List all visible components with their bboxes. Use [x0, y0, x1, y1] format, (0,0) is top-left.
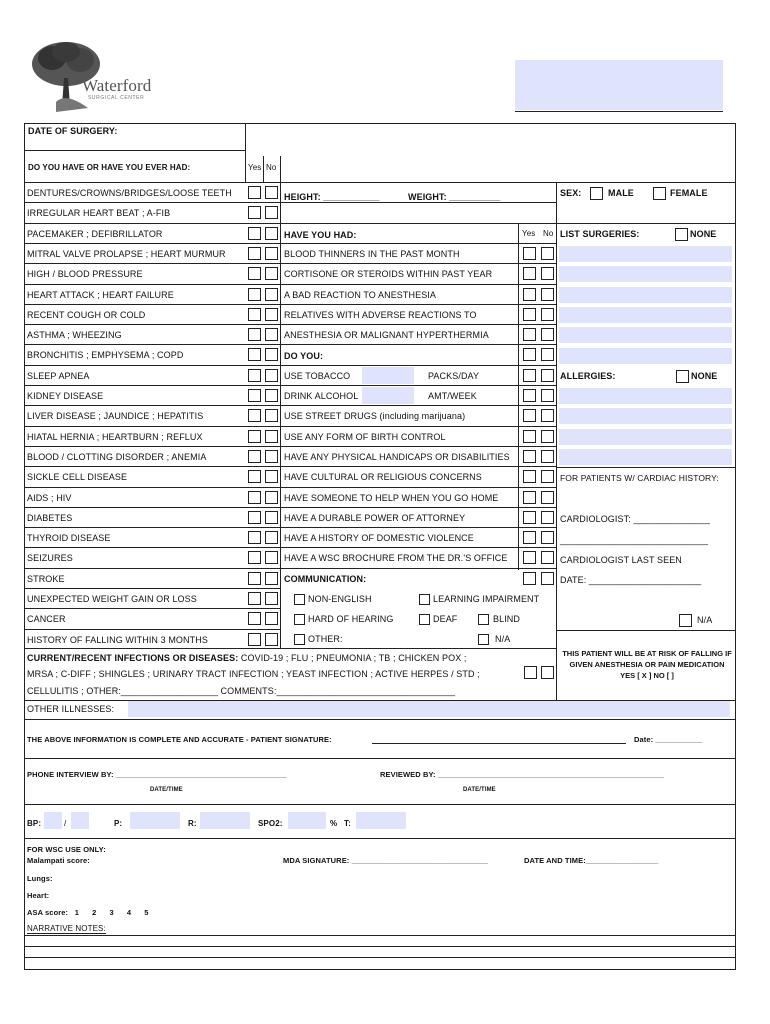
condition-no-checkbox[interactable] — [265, 409, 278, 422]
condition-label: HIATAL HERNIA ; HEARTBURN ; REFLUX — [27, 431, 203, 442]
had-no-checkbox[interactable] — [541, 328, 554, 341]
do-item-label: HAVE CULTURAL OR RELIGIOUS CONCERNS — [284, 472, 482, 483]
alcohol-input[interactable] — [362, 387, 414, 404]
sex-label: SEX: — [560, 188, 582, 198]
other-comm-checkbox[interactable] — [294, 634, 305, 645]
pct-label: % — [330, 819, 338, 828]
weight-label: WEIGHT: __________ — [408, 192, 501, 202]
infections-line1 — [27, 653, 467, 663]
condition-yes-checkbox[interactable] — [248, 430, 261, 443]
condition-label: LIVER DISEASE ; JAUNDICE ; HEPATITIS — [27, 411, 204, 422]
do-no-checkbox[interactable] — [541, 430, 554, 443]
row-divider — [24, 568, 556, 569]
surgery-input[interactable] — [559, 348, 732, 364]
patient-signature-line[interactable] — [372, 733, 626, 744]
condition-label: HIGH / BLOOD PRESSURE — [27, 269, 143, 280]
do-no-checkbox[interactable] — [541, 491, 554, 504]
condition-no-checkbox[interactable] — [265, 308, 278, 321]
condition-yes-checkbox[interactable] — [248, 511, 261, 524]
condition-no-checkbox[interactable] — [265, 369, 278, 382]
row-divider — [24, 324, 556, 325]
condition-yes-checkbox[interactable] — [248, 267, 261, 280]
do-yes-checkbox[interactable] — [523, 348, 536, 361]
row-divider — [24, 547, 556, 548]
condition-label: KIDNEY DISEASE — [27, 391, 104, 401]
do-no-checkbox[interactable] — [541, 511, 554, 524]
last-seen-date: DATE: ______________________ — [560, 575, 702, 585]
do-yes-checkbox[interactable] — [523, 470, 536, 483]
condition-no-checkbox[interactable] — [265, 592, 278, 605]
row-divider — [24, 426, 556, 427]
condition-no-checkbox[interactable] — [265, 227, 278, 240]
infections-yes-checkbox[interactable] — [524, 666, 537, 679]
surgeries-none-label: NONE — [690, 229, 717, 239]
learning-checkbox[interactable] — [419, 594, 430, 605]
allergy-input[interactable] — [559, 408, 732, 424]
condition-yes-checkbox[interactable] — [248, 186, 261, 199]
row-divider — [24, 446, 556, 447]
have-you-had-header: HAVE YOU HAD: — [284, 230, 357, 240]
do-yes-checkbox[interactable] — [523, 430, 536, 443]
condition-no-checkbox[interactable] — [265, 633, 278, 646]
had-no-checkbox[interactable] — [541, 267, 554, 280]
do-item-label: HAVE A WSC BROCHURE FROM THE DR.'S OFFICE — [284, 553, 508, 564]
had-yes-checkbox[interactable] — [523, 308, 536, 321]
condition-label: SLEEP APNEA — [27, 370, 90, 381]
tobacco-label: USE TOBACCO — [284, 371, 351, 381]
row-divider — [24, 466, 556, 467]
blind-label: BLIND — [493, 614, 521, 624]
do-you-header: DO YOU: — [284, 351, 324, 361]
female-label: FEMALE — [670, 188, 708, 198]
row-divider — [24, 365, 556, 366]
fall-risk-text: THIS PATIENT WILL BE AT RISK OF FALLING IF GIVEN ANESTHESIA OR PAIN MEDICATION YES [ X ] NO [ ] — [562, 649, 732, 680]
allergies-none-label: NONE — [691, 371, 718, 381]
had-item-label: A BAD REACTION TO ANESTHESIA — [284, 289, 437, 300]
tobacco-input[interactable] — [362, 367, 414, 384]
label-box[interactable] — [515, 60, 723, 110]
condition-label: STROKE — [27, 573, 65, 584]
spo2-label: SPO2: — [258, 819, 283, 828]
do-yes-checkbox[interactable] — [523, 551, 536, 564]
had-yes-checkbox[interactable] — [523, 267, 536, 280]
statement: THE ABOVE INFORMATION IS COMPLETE AND ACCURATE - PATIENT SIGNATURE: — [27, 735, 332, 744]
condition-yes-checkbox[interactable] — [248, 409, 261, 422]
condition-no-checkbox[interactable] — [265, 206, 278, 219]
condition-label: PACEMAKER ; DEFIBRILLATOR — [27, 228, 163, 239]
infections-list1: COVID-19 ; FLU ; PNEUMONIA ; TB ; CHICKEN POX ; — [238, 653, 467, 663]
had-item-label: BLOOD THINNERS IN THE PAST MONTH — [284, 248, 460, 259]
reviewed-datetime: DATE/TIME — [463, 787, 496, 793]
condition-yes-checkbox[interactable] — [248, 592, 261, 605]
surgeries-none-checkbox[interactable] — [675, 228, 688, 241]
allergies-label: ALLERGIES: — [560, 371, 616, 381]
condition-yes-checkbox[interactable] — [248, 470, 261, 483]
condition-label: ASTHMA ; WHEEZING — [27, 330, 122, 341]
do-yes-checkbox[interactable] — [523, 531, 536, 544]
do-no-checkbox[interactable] — [541, 572, 554, 585]
row-divider — [24, 588, 280, 589]
row-divider — [24, 263, 556, 264]
date-of-surgery-label: DATE OF SURGERY: — [28, 126, 118, 136]
do-item-label: HAVE A HISTORY OF DOMESTIC VIOLENCE — [284, 533, 474, 544]
row-divider — [24, 243, 556, 244]
allergy-input[interactable] — [559, 388, 732, 404]
signature-date: Date: ___________ — [634, 735, 703, 744]
do-yes-checkbox[interactable] — [523, 572, 536, 585]
condition-yes-checkbox[interactable] — [248, 450, 261, 463]
do-no-checkbox[interactable] — [541, 409, 554, 422]
infections-title: CURRENT/RECENT INFECTIONS OR DISEASES: — [27, 653, 239, 663]
do-yes-checkbox[interactable] — [523, 511, 536, 524]
condition-yes-checkbox[interactable] — [248, 633, 261, 646]
do-no-checkbox[interactable] — [541, 450, 554, 463]
asa-score: ASA score: 1 2 3 4 5 — [27, 908, 149, 917]
condition-no-checkbox[interactable] — [265, 531, 278, 544]
deaf-label: DEAF — [433, 614, 458, 624]
na-comm-checkbox[interactable] — [478, 634, 489, 645]
do-no-checkbox[interactable] — [541, 348, 554, 361]
condition-label: DENTURES/CROWNS/BRIDGES/LOOSE TEETH — [27, 188, 232, 198]
learning-label: LEARNING IMPAIRMENT — [433, 594, 540, 604]
do-item-label: USE STREET DRUGS (including marijuana) — [284, 411, 466, 422]
surgery-input[interactable] — [559, 266, 732, 282]
bp-diastolic[interactable] — [71, 812, 89, 829]
condition-no-checkbox[interactable] — [265, 551, 278, 564]
row-divider — [24, 304, 556, 305]
non-english-label: NON-ENGLISH — [308, 594, 372, 604]
heart-label: Heart: — [27, 891, 50, 900]
condition-label: RECENT COUGH OR COLD — [27, 309, 146, 320]
phone-datetime: DATE/TIME — [150, 787, 183, 793]
condition-label: BLOOD / CLOTTING DISORDER ; ANEMIA — [27, 451, 207, 462]
condition-yes-checkbox[interactable] — [248, 612, 261, 625]
do-yes-checkbox[interactable] — [523, 450, 536, 463]
do-no-checkbox[interactable] — [541, 551, 554, 564]
condition-yes-checkbox[interactable] — [248, 308, 261, 321]
condition-label: SICKLE CELL DISEASE — [27, 472, 128, 483]
do-no-checkbox[interactable] — [541, 389, 554, 402]
condition-yes-checkbox[interactable] — [248, 288, 261, 301]
infections-line2: MRSA ; C-DIFF ; SHINGLES ; URINARY TRACT INFECTION ; YEAST INFECTION ; ACTIVE HERPES / STD ; — [27, 669, 480, 679]
cardiac-label: FOR PATIENTS W/ CARDIAC HISTORY: — [560, 473, 719, 483]
cardiac-na-checkbox[interactable] — [679, 614, 692, 627]
row-divider — [24, 527, 556, 528]
condition-no-checkbox[interactable] — [265, 348, 278, 361]
condition-yes-checkbox[interactable] — [248, 328, 261, 341]
condition-no-checkbox[interactable] — [265, 389, 278, 402]
spo2-input[interactable] — [288, 812, 326, 829]
do-no-checkbox[interactable] — [541, 369, 554, 382]
had-no-checkbox[interactable] — [541, 247, 554, 260]
had-yes-checkbox[interactable] — [523, 328, 536, 341]
do-no-checkbox[interactable] — [541, 531, 554, 544]
do-yes-checkbox[interactable] — [523, 491, 536, 504]
mallampati-label: Malampati score: — [27, 856, 90, 865]
height-label: HEIGHT: ___________ — [284, 192, 380, 202]
bp-systolic[interactable] — [44, 812, 62, 829]
allergy-input[interactable] — [559, 429, 732, 445]
row-divider — [24, 405, 556, 406]
cardiac-na-label: N/A — [697, 615, 713, 625]
condition-no-checkbox[interactable] — [265, 572, 278, 585]
do-item-label: USE ANY FORM OF BIRTH CONTROL — [284, 431, 446, 442]
had-yes-checkbox[interactable] — [523, 247, 536, 260]
had-yes-checkbox[interactable] — [523, 288, 536, 301]
condition-label: AIDS ; HIV — [27, 492, 72, 503]
condition-yes-checkbox[interactable] — [248, 369, 261, 382]
had-item-label: ANESTHESIA OR MALIGNANT HYPERTHERMIA — [284, 330, 489, 341]
condition-yes-checkbox[interactable] — [248, 247, 261, 260]
female-checkbox[interactable] — [653, 187, 666, 200]
condition-label: DIABETES — [27, 512, 73, 523]
bp-slash: / — [64, 819, 67, 828]
condition-yes-checkbox[interactable] — [248, 531, 261, 544]
p-label: P: — [114, 819, 123, 828]
non-english-checkbox[interactable] — [294, 594, 305, 605]
hard-hearing-checkbox[interactable] — [294, 614, 305, 625]
row-divider — [24, 507, 556, 508]
row-divider — [24, 202, 556, 203]
mid-no: No — [543, 229, 554, 238]
condition-no-checkbox[interactable] — [265, 430, 278, 443]
row-divider — [24, 608, 280, 609]
logo — [26, 36, 166, 116]
allergy-input[interactable] — [559, 449, 732, 465]
cardiologist-line: _____________________________ — [560, 535, 709, 545]
r-label: R: — [188, 819, 197, 828]
mda-signature: MDA SIGNATURE: ________________________________ — [283, 856, 489, 865]
condition-no-checkbox[interactable] — [265, 450, 278, 463]
blind-checkbox[interactable] — [478, 614, 489, 625]
bp-label: BP: — [27, 819, 42, 828]
condition-yes-checkbox[interactable] — [248, 572, 261, 585]
do-item-label: HAVE SOMEONE TO HELP WHEN YOU GO HOME — [284, 492, 499, 503]
condition-no-checkbox[interactable] — [265, 470, 278, 483]
condition-yes-checkbox[interactable] — [248, 389, 261, 402]
surgery-input[interactable] — [559, 307, 732, 323]
condition-label: MITRAL VALVE PROLAPSE ; HEART MURMUR — [27, 248, 226, 259]
temp-input[interactable] — [356, 812, 406, 829]
pulse-input[interactable] — [130, 812, 180, 829]
do-item-label: HAVE A DURABLE POWER OF ATTORNEY — [284, 512, 466, 523]
row-divider — [24, 487, 556, 488]
amt-label: AMT/WEEK — [428, 391, 477, 401]
do-yes-checkbox[interactable] — [523, 389, 536, 402]
condition-label: HEART ATTACK ; HEART FAILURE — [27, 289, 174, 300]
row-divider — [24, 344, 556, 345]
condition-no-checkbox[interactable] — [265, 491, 278, 504]
other-illnesses-input[interactable] — [128, 701, 730, 717]
resp-input[interactable] — [200, 812, 250, 829]
condition-label: SEIZURES — [27, 553, 73, 564]
had-no-checkbox[interactable] — [541, 288, 554, 301]
do-yes-checkbox[interactable] — [523, 409, 536, 422]
lungs-label: Lungs: — [27, 874, 53, 883]
condition-no-checkbox[interactable] — [265, 612, 278, 625]
condition-no-checkbox[interactable] — [265, 328, 278, 341]
other-comm-label: OTHER: — [308, 634, 343, 644]
condition-label: IRREGULAR HEART BEAT ; A-FIB — [27, 208, 171, 219]
t-label: T: — [344, 819, 351, 828]
condition-no-checkbox[interactable] — [265, 247, 278, 260]
yes-header: Yes — [248, 163, 262, 172]
deaf-checkbox[interactable] — [419, 614, 430, 625]
na-comm-label: N/A — [495, 634, 511, 644]
condition-label: THYROID DISEASE — [27, 533, 111, 544]
question-header: DO YOU HAVE OR HAVE YOU EVER HAD: — [28, 163, 191, 172]
do-item-label: HAVE ANY PHYSICAL HANDICAPS OR DISABILITIES — [284, 451, 510, 462]
condition-no-checkbox[interactable] — [265, 288, 278, 301]
row-divider — [24, 629, 280, 630]
male-label: MALE — [608, 188, 634, 198]
surgery-input[interactable] — [559, 327, 732, 343]
hard-hearing-label: HARD OF HEARING — [308, 614, 394, 624]
allergies-none-checkbox[interactable] — [676, 370, 689, 383]
condition-label: UNEXPECTED WEIGHT GAIN OR LOSS — [27, 594, 197, 604]
alcohol-label: DRINK ALCOHOL — [284, 391, 359, 401]
row-divider — [24, 385, 556, 386]
list-surgeries-label: LIST SURGERIES: — [560, 229, 640, 239]
infections-no-checkbox[interactable] — [541, 666, 554, 679]
wsc-title: FOR WSC USE ONLY: — [27, 845, 106, 854]
reviewed-by: REVIEWED BY: _____________________________________________________ — [380, 770, 665, 779]
had-item-label: CORTISONE OR STEROIDS WITHIN PAST YEAR — [284, 269, 493, 280]
condition-label: BRONCHITIS ; EMPHYSEMA ; COPD — [27, 350, 184, 361]
do-no-checkbox[interactable] — [541, 470, 554, 483]
condition-no-checkbox[interactable] — [265, 267, 278, 280]
last-seen-label: CARDIOLOGIST LAST SEEN — [560, 555, 682, 565]
surgery-input[interactable] — [559, 287, 732, 303]
condition-yes-checkbox[interactable] — [248, 551, 261, 564]
phone-interview: PHONE INTERVIEW BY: ________________________________________ — [27, 770, 287, 779]
condition-yes-checkbox[interactable] — [248, 227, 261, 240]
condition-label: HISTORY OF FALLING WITHIN 3 MONTHS — [27, 634, 208, 645]
surgery-input[interactable] — [559, 246, 732, 262]
logo-name: Waterford — [82, 76, 152, 95]
condition-label: CANCER — [27, 614, 66, 625]
row-divider — [24, 284, 556, 285]
no-header: No — [266, 163, 277, 172]
condition-yes-checkbox[interactable] — [248, 206, 261, 219]
mid-yes: Yes — [522, 229, 536, 238]
narrative-label: NARRATIVE NOTES: — [27, 924, 106, 933]
condition-no-checkbox[interactable] — [265, 186, 278, 199]
male-checkbox[interactable] — [590, 187, 603, 200]
packs-label: PACKS/DAY — [428, 371, 480, 381]
had-no-checkbox[interactable] — [541, 308, 554, 321]
communication-header: COMMUNICATION: — [284, 574, 367, 584]
condition-yes-checkbox[interactable] — [248, 348, 261, 361]
wsc-date-time: DATE AND TIME:_________________ — [524, 856, 659, 865]
logo-subtitle: SURGICAL CENTER — [88, 95, 145, 101]
condition-yes-checkbox[interactable] — [248, 491, 261, 504]
condition-no-checkbox[interactable] — [265, 511, 278, 524]
cardiologist-label: CARDIOLOGIST: _______________ — [560, 514, 710, 524]
had-item-label: RELATIVES WITH ADVERSE REACTIONS TO — [284, 309, 477, 320]
do-yes-checkbox[interactable] — [523, 369, 536, 382]
infections-line3: CELLULITIS ; OTHER:___________________ COMMENTS:___________________________________ — [27, 686, 456, 696]
other-illnesses-label: OTHER ILLNESSES: — [27, 704, 115, 714]
